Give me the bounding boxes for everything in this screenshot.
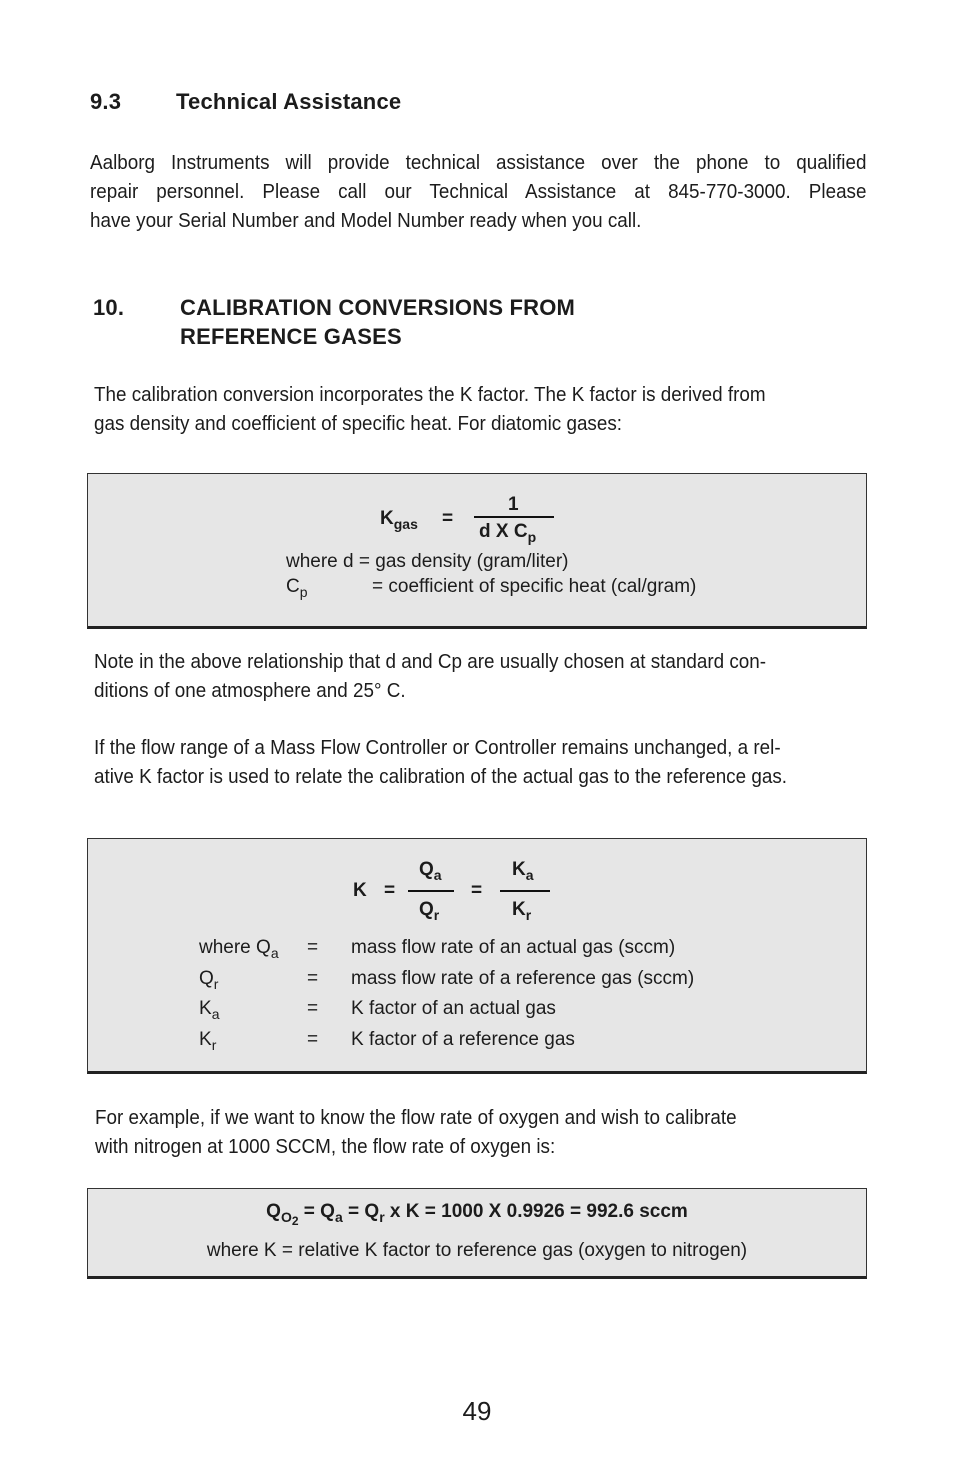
ka-numerator: $K_a$ — [512, 859, 534, 883]
example-line: For example, if we want to know the flow rate of oxygen and wish to calibrate — [95, 1106, 737, 1129]
flow-line: ative K factor is used to relate the calibration of the actual gas to the reference gas. — [94, 765, 787, 788]
k-gas-numerator: 1 — [508, 494, 519, 515]
page-number: 49 — [462, 1396, 492, 1426]
note-paragraph — [94, 647, 825, 705]
density-definition: where d = gas density (gram/liter) — [286, 551, 569, 572]
k-gas-symbol: $K_{gas}$ — [380, 508, 418, 532]
k-gas-formula-box — [87, 473, 867, 629]
paragraph-line: have your Serial Number and Model Number ready when you call. — [90, 209, 642, 232]
kr-denominator: $K_r$ — [512, 899, 532, 923]
ka-definition-equals: = — [307, 998, 319, 1019]
kr-definition-equals: = — [307, 1029, 319, 1050]
qr-definition-symbol: $Q_r$ — [199, 968, 219, 992]
qr-definition-equals: = — [307, 968, 319, 989]
section-10-intro — [94, 380, 824, 438]
section-10-title-line2: REFERENCE GASES — [180, 324, 402, 349]
qr-denominator: $Q_r$ — [419, 899, 440, 923]
technical-assistance-paragraph — [90, 148, 866, 235]
k-equals-2: = — [471, 880, 483, 901]
k-symbol: K — [353, 880, 367, 901]
paragraph-line: Aalborg Instruments will provide technical assistance over the phone to qualified — [90, 151, 867, 174]
k-gas-fraction-bar — [474, 516, 554, 518]
cp-symbol: $C_p$ — [286, 576, 308, 600]
oxygen-calculation: $Q_{O2} = Q_a = Q_r$ x K = 1000 X 0.9926 = 992.6 sccm — [266, 1201, 688, 1228]
example-line: with nitrogen at 1000 SCCM, the flow rate of oxygen is: — [95, 1135, 556, 1158]
k-fraction-bar — [500, 890, 550, 892]
qr-definition-text: mass flow rate of a reference gas (sccm) — [351, 968, 695, 989]
kr-definition-text: K factor of a reference gas — [351, 1029, 575, 1050]
k-gas-denominator: d X $C_p$ — [479, 521, 537, 545]
note-line: Note in the above relationship that d and Cp are usually chosen at standard con- — [94, 650, 767, 673]
kr-definition-symbol: $K_r$ — [199, 1029, 217, 1053]
k-equals-1: = — [384, 880, 396, 901]
ka-definition-text: K factor of an actual gas — [351, 998, 556, 1019]
qa-definition-text: mass flow rate of an actual gas (sccm) — [351, 937, 676, 958]
section-9-3-number: 9.3 — [90, 89, 122, 114]
oxygen-example-box — [87, 1188, 867, 1279]
relative-k-formula-box — [87, 838, 867, 1074]
note-line: ditions of one atmosphere and 25° C. — [94, 679, 406, 702]
intro-line: The calibration conversion incorporates the K factor. The K factor is derived from — [94, 383, 766, 406]
relative-k-paragraph — [94, 733, 847, 791]
qa-definition-symbol: where $Q_a$ — [199, 937, 279, 961]
qa-definition-equals: = — [307, 937, 319, 958]
intro-line: gas density and coefficient of specific heat. For diatomic gases: — [94, 412, 623, 435]
section-10-number: 10. — [93, 295, 125, 320]
paragraph-line: repair personnel. Please call our Technical Assistance at 845-770-3000. Please — [90, 180, 867, 203]
qa-numerator: $Q_a$ — [419, 859, 442, 883]
cp-definition: = coefficient of specific heat (cal/gram) — [372, 576, 697, 597]
ka-definition-symbol: $K_a$ — [199, 998, 220, 1022]
example-paragraph — [95, 1103, 792, 1161]
section-9-3-title: Technical Assistance — [176, 89, 402, 114]
k-gas-equals: = — [442, 508, 454, 529]
flow-line: If the flow range of a Mass Flow Controller or Controller remains unchanged, a rel- — [94, 736, 781, 759]
relative-k-note: where K = relative K factor to reference gas (oxygen to nitrogen) — [206, 1240, 748, 1261]
q-fraction-bar — [408, 890, 454, 892]
section-10-title-line1: CALIBRATION CONVERSIONS FROM — [180, 295, 576, 320]
